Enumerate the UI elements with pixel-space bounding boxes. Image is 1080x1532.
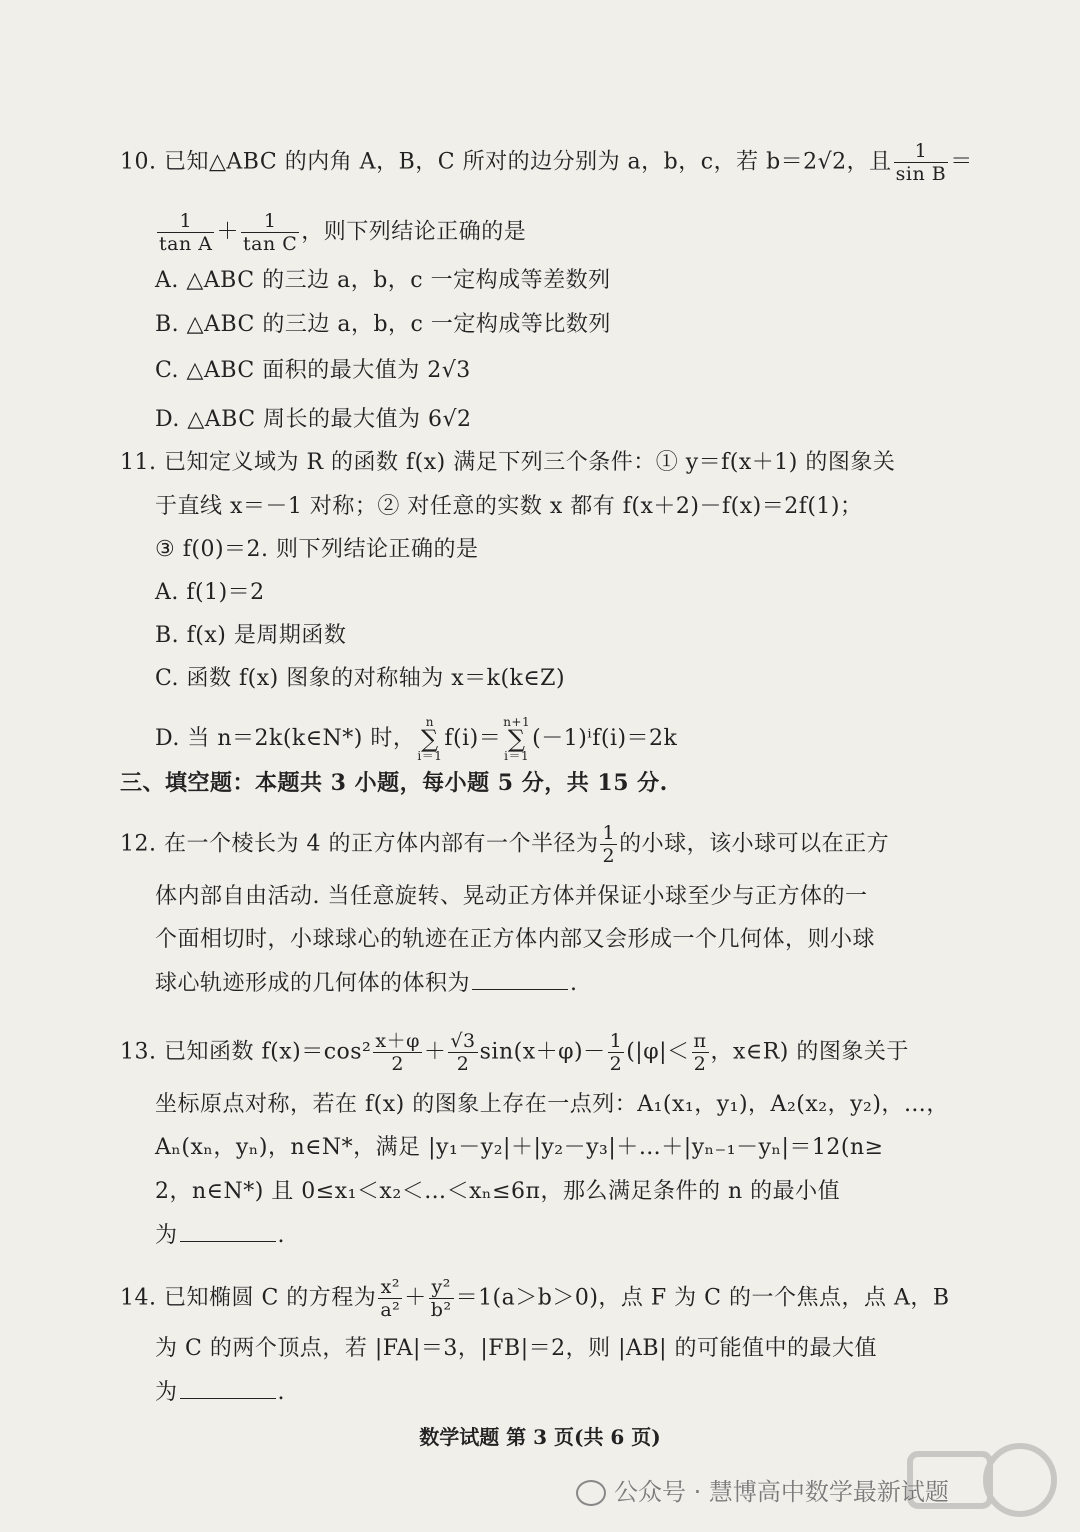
sum-lower: i＝1 <box>504 749 530 763</box>
frac-sqrt3-over-2 <box>448 1030 477 1075</box>
frac-num: 1 <box>241 210 299 233</box>
frac-num: √3 <box>450 1030 476 1052</box>
q13-cond-pre: (|φ|＜ <box>626 1039 690 1065</box>
frac-den: 2 <box>693 1053 707 1075</box>
frac-one-half <box>600 822 617 867</box>
q13-line1-pre: 13. 已知函数 f(x)＝cos² <box>120 1039 372 1065</box>
sigma-symbol: ∑ <box>421 725 439 753</box>
q12-line4-text: 球心轨迹形成的几何体的体积为 <box>155 971 471 996</box>
q14-line2: 为 C 的两个顶点，若 |FA|＝3，|FB|＝2，则 |AB| 的可能值中的最大值 <box>155 1336 877 1361</box>
sum2-body: (－1)ⁱf(i)＝2k <box>532 726 678 751</box>
frac-den: 2 <box>456 1053 470 1075</box>
q10-line1 <box>120 140 973 185</box>
q11-option-c: C. 函数 f(x) 图象的对称轴为 x＝k(k∈Z) <box>155 666 566 691</box>
q12-line1-pre: 12. 在一个棱长为 4 的正方体内部有一个半径为 <box>120 831 599 857</box>
q11-option-d <box>155 716 677 762</box>
answer-blank[interactable] <box>472 967 568 990</box>
frac-num: 1 <box>609 1030 623 1052</box>
q11-option-b: B. f(x) 是周期函数 <box>155 623 347 648</box>
period: . <box>277 1380 286 1405</box>
q12-line1 <box>120 822 889 867</box>
page-footer: 数学试题 第 3 页(共 6 页) <box>419 1425 661 1449</box>
q12-line3: 个面相切时，小球球心的轨迹在正方体内部又会形成一个几何体，则小球 <box>155 927 876 952</box>
frac-den: 2 <box>609 1053 623 1075</box>
frac-num: 1 <box>602 822 616 844</box>
frac-num: x＋φ <box>375 1030 420 1052</box>
watermark <box>576 1472 949 1507</box>
frac-den: b² <box>430 1299 452 1321</box>
q11-option-a: A. f(1)＝2 <box>155 580 265 605</box>
q10-line1-text: 10. 已知△ABC 的内角 A，B，C 所对的边分别为 a，b，c，若 b＝2√2，且 <box>120 149 892 175</box>
frac-den: tan A <box>159 233 213 255</box>
sigma-symbol: ∑ <box>507 725 526 753</box>
period: . <box>277 1223 286 1248</box>
q13-mid: sin(x＋φ)－ <box>479 1039 606 1065</box>
q13-line5-text: 为 <box>155 1223 178 1248</box>
frac-x-plus-phi-over-2 <box>373 1030 422 1075</box>
q13-line2: 坐标原点对称，若在 f(x) 的图象上存在一点列：A₁(x₁，y₁)，A₂(x₂，y₂)，…， <box>155 1092 949 1117</box>
summation-2 <box>503 716 530 762</box>
section-heading: 三、填空题：本题共 3 小题，每小题 5 分，共 15 分. <box>120 770 668 796</box>
summation-1 <box>417 716 442 762</box>
frac-num: π <box>693 1030 707 1052</box>
frac-pi-over-2 <box>692 1030 709 1075</box>
plus-sign: ＋ <box>404 1285 427 1311</box>
sum-upper: n+1 <box>503 715 531 729</box>
period: . <box>570 971 578 996</box>
sum-lower: i＝1 <box>417 749 443 763</box>
frac-1-over-tanC <box>241 210 299 255</box>
frac-1-over-sinB <box>894 140 949 185</box>
frac-x2-over-a2 <box>378 1276 402 1321</box>
plus-sign: ＋ <box>216 219 239 245</box>
wechat-icon <box>576 1480 606 1506</box>
sum1-body: f(i)＝ <box>444 726 502 751</box>
frac-den: 2 <box>391 1053 404 1075</box>
answer-blank[interactable] <box>180 1376 276 1399</box>
q11-line1: 11. 已知定义域为 R 的函数 f(x) 满足下列三个条件：① y＝f(x＋1) 的图象关 <box>120 450 896 475</box>
q12-line4 <box>155 967 578 999</box>
q10-option-d: D. △ABC 周长的最大值为 6√2 <box>155 407 472 432</box>
q14-line1 <box>120 1276 950 1321</box>
q11-line3: ③ f(0)＝2. 则下列结论正确的是 <box>155 537 479 562</box>
sum-upper: n <box>425 715 434 729</box>
answer-blank[interactable] <box>180 1219 276 1242</box>
equals-sign: ＝ <box>950 149 973 175</box>
q10-option-b: B. △ABC 的三边 a，b，c 一定构成等比数列 <box>155 312 611 337</box>
q10-option-a: A. △ABC 的三边 a，b，c 一定构成等差数列 <box>155 268 611 293</box>
q14-line3-text: 为 <box>155 1380 178 1405</box>
frac-num: y² <box>429 1276 454 1299</box>
watermark-text: 公众号 · 慧博高中数学最新试题 <box>614 1478 949 1506</box>
frac-den: sin B <box>895 163 947 185</box>
q13-cond-post: ，x∈R) 的图象关于 <box>710 1039 909 1065</box>
frac-num: x² <box>378 1276 402 1299</box>
q13-line1 <box>120 1030 909 1075</box>
frac-num: 1 <box>157 210 214 233</box>
frac-den: tan C <box>242 233 298 255</box>
q13-line3: Aₙ(xₙ，yₙ)，n∈N*，满足 |y₁－y₂|＋|y₂－y₃|＋…＋|yₙ₋₁－yₙ|＝12(n≥ <box>155 1135 884 1160</box>
q14-line1-post: ＝1(a＞b＞0)，点 F 为 C 的一个焦点，点 A，B <box>455 1285 950 1311</box>
frac-num: 1 <box>894 140 949 163</box>
q14-line3 <box>155 1376 285 1408</box>
q14-line1-pre: 14. 已知椭圆 C 的方程为 <box>120 1285 377 1311</box>
q12-line2: 体内部自由活动. 当任意旋转、晃动正方体并保证小球至少与正方体的一 <box>155 884 868 909</box>
q10-line2-text: ，则下列结论正确的是 <box>301 219 527 245</box>
frac-den: 2 <box>602 845 616 867</box>
stamp-logo <box>900 1440 1060 1520</box>
q11-line2: 于直线 x＝－1 对称；② 对任意的实数 x 都有 f(x＋2)－f(x)＝2f(1)； <box>155 494 863 519</box>
frac-one-half <box>608 1030 625 1075</box>
q13-line5 <box>155 1219 285 1251</box>
frac-den: a² <box>380 1299 401 1321</box>
q12-line1-post: 的小球，该小球可以在正方 <box>619 831 890 857</box>
q10-option-c: C. △ABC 面积的最大值为 2√3 <box>155 358 471 383</box>
frac-1-over-tanA <box>157 210 214 255</box>
q10-line2 <box>155 210 526 255</box>
frac-y2-over-b2 <box>429 1276 454 1321</box>
plus-sign: ＋ <box>423 1039 447 1065</box>
q13-line4: 2，n∈N*) 且 0≤x₁＜x₂＜…＜xₙ≤6π，那么满足条件的 n 的最小值 <box>155 1179 841 1204</box>
q11-optd-prefix: D. 当 n＝2k(k∈N*) 时， <box>155 726 416 751</box>
